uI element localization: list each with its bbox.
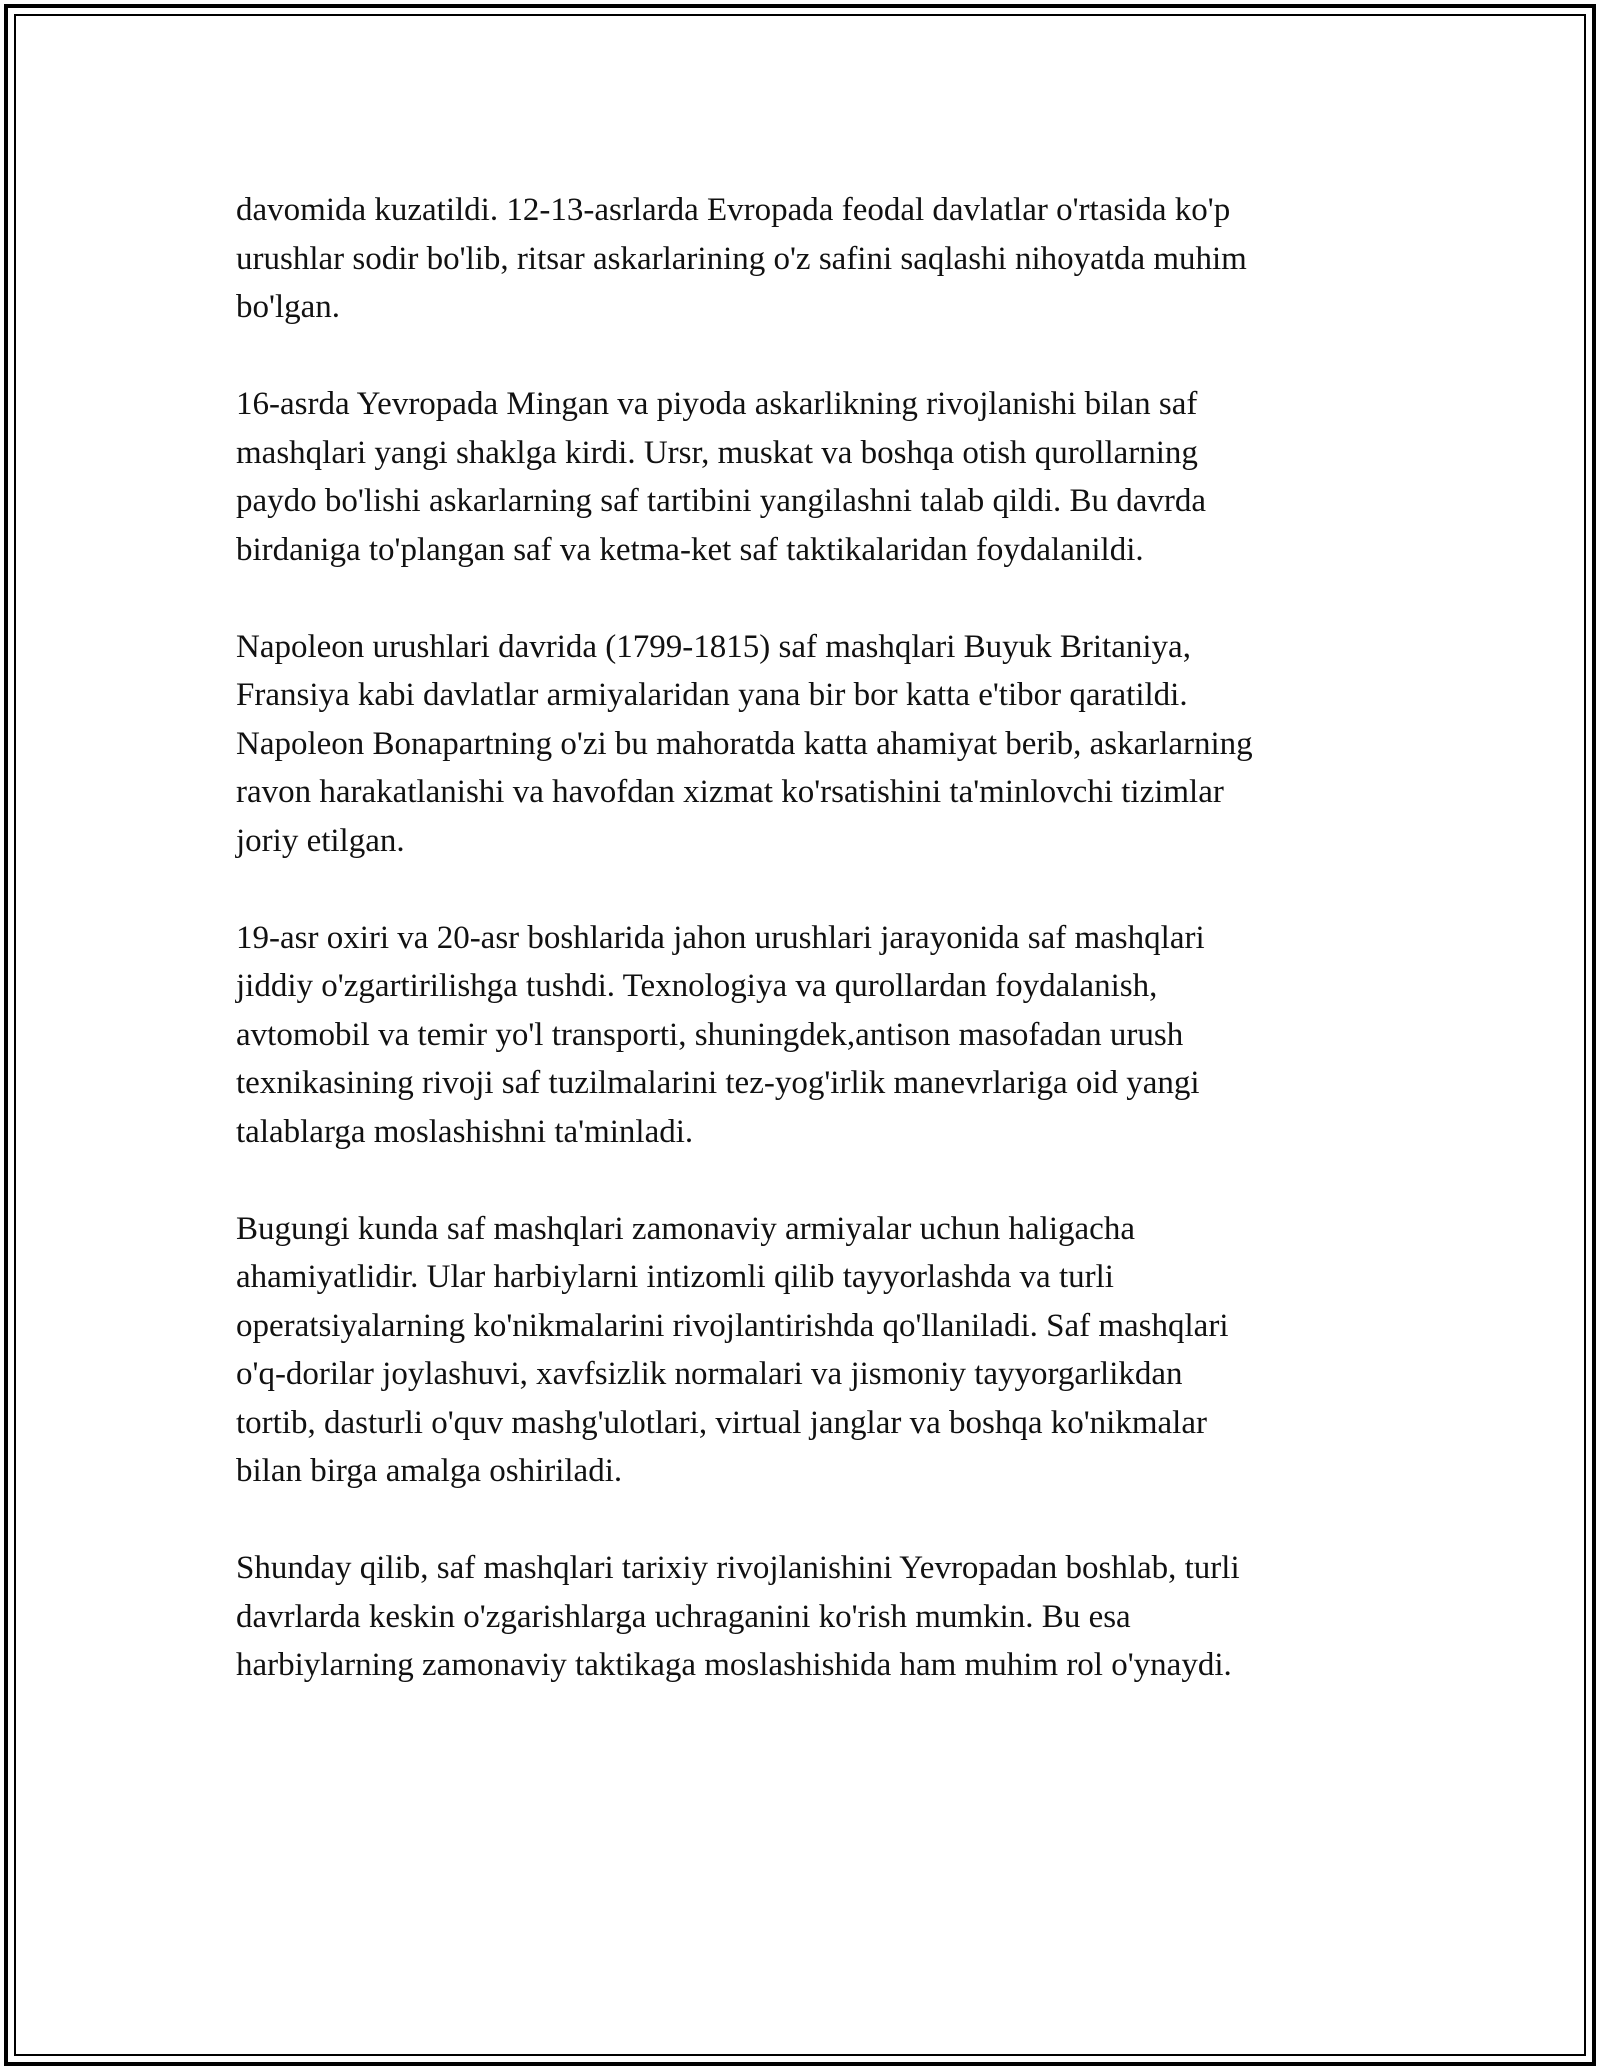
paragraph-5: Bugungi kunda saf mashqlari zamonaviy armiyalar uchun haligacha ahamiyatlidir. Ular harbiylarni intizomli qilib tayyorlashda va turli operatsiyalarning ko'nikmalarini rivojlantirishda qo'llaniladi. Saf mashqlari o'q-dorilar joylashuvi, xavfsizlik normalari va jismoniy tayyorgarlikdan tortib, dasturli o'quv mashg'ulotlari, virtual janglar va boshqa ko'nikmalar bilan birga amalga oshiriladi.	[236, 1210, 1229, 1489]
paragraph-1: davomida kuzatildi. 12-13-asrlarda Evropada feodal davlatlar o'rtasida ko'p urushlar sodir bo'lib, ritsar askarlarining o'z safini saqlashi nihoyatda muhim bo'lgan.	[236, 192, 1247, 325]
paragraph-2: 16-asrda Yevropada Mingan va piyoda askarlikning rivojlanishi bilan saf mashqlari yangi shaklga kirdi. Ursr, muskat va boshqa otish qurollarning paydo bo'lishi askarlarning saf tartibini yangilashni talab qildi. Bu davrda birdaniga to'plangan saf va ketma-ket saf taktikalaridan foydalanildi.	[236, 386, 1207, 568]
document-body	[236, 186, 1386, 1738]
paragraph-3: Napoleon urushlari davrida (1799-1815) saf mashqlari Buyuk Britaniya, Fransiya kabi davlatlar armiyalaridan yana bir bor katta e'tibor qaratildi. Napoleon Bonapartning o'zi bu mahoratda katta ahamiyat berib, askarlarning ravon harakatlanishi va havofdan xizmat ko'rsatishini ta'minlovchi tizimlar joriy etilgan.	[236, 628, 1253, 859]
paragraph-6: Shunday qilib, saf mashqlari tarixiy rivojlanishini Yevropadan boshlab, turli davrlarda keskin o'zgarishlarga uchraganini ko'rish mumkin. Bu esa harbiylarning zamonaviy taktikaga moslashishida ham muhim rol o'ynaydi.	[236, 1550, 1240, 1683]
paragraph-4: 19-asr oxiri va 20-asr boshlarida jahon urushlari jarayonida saf mashqlari jiddiy o'zgartirilishga tushdi. Texnologiya va qurollardan foydalanish, avtomobil va temir yo'l transporti, shuningdek,antison masofadan urush texnikasining rivoji saf tuzilmalarini tez-yog'irlik manevrlariga oid yangi talablarga moslashishni ta'minladi.	[236, 919, 1205, 1150]
